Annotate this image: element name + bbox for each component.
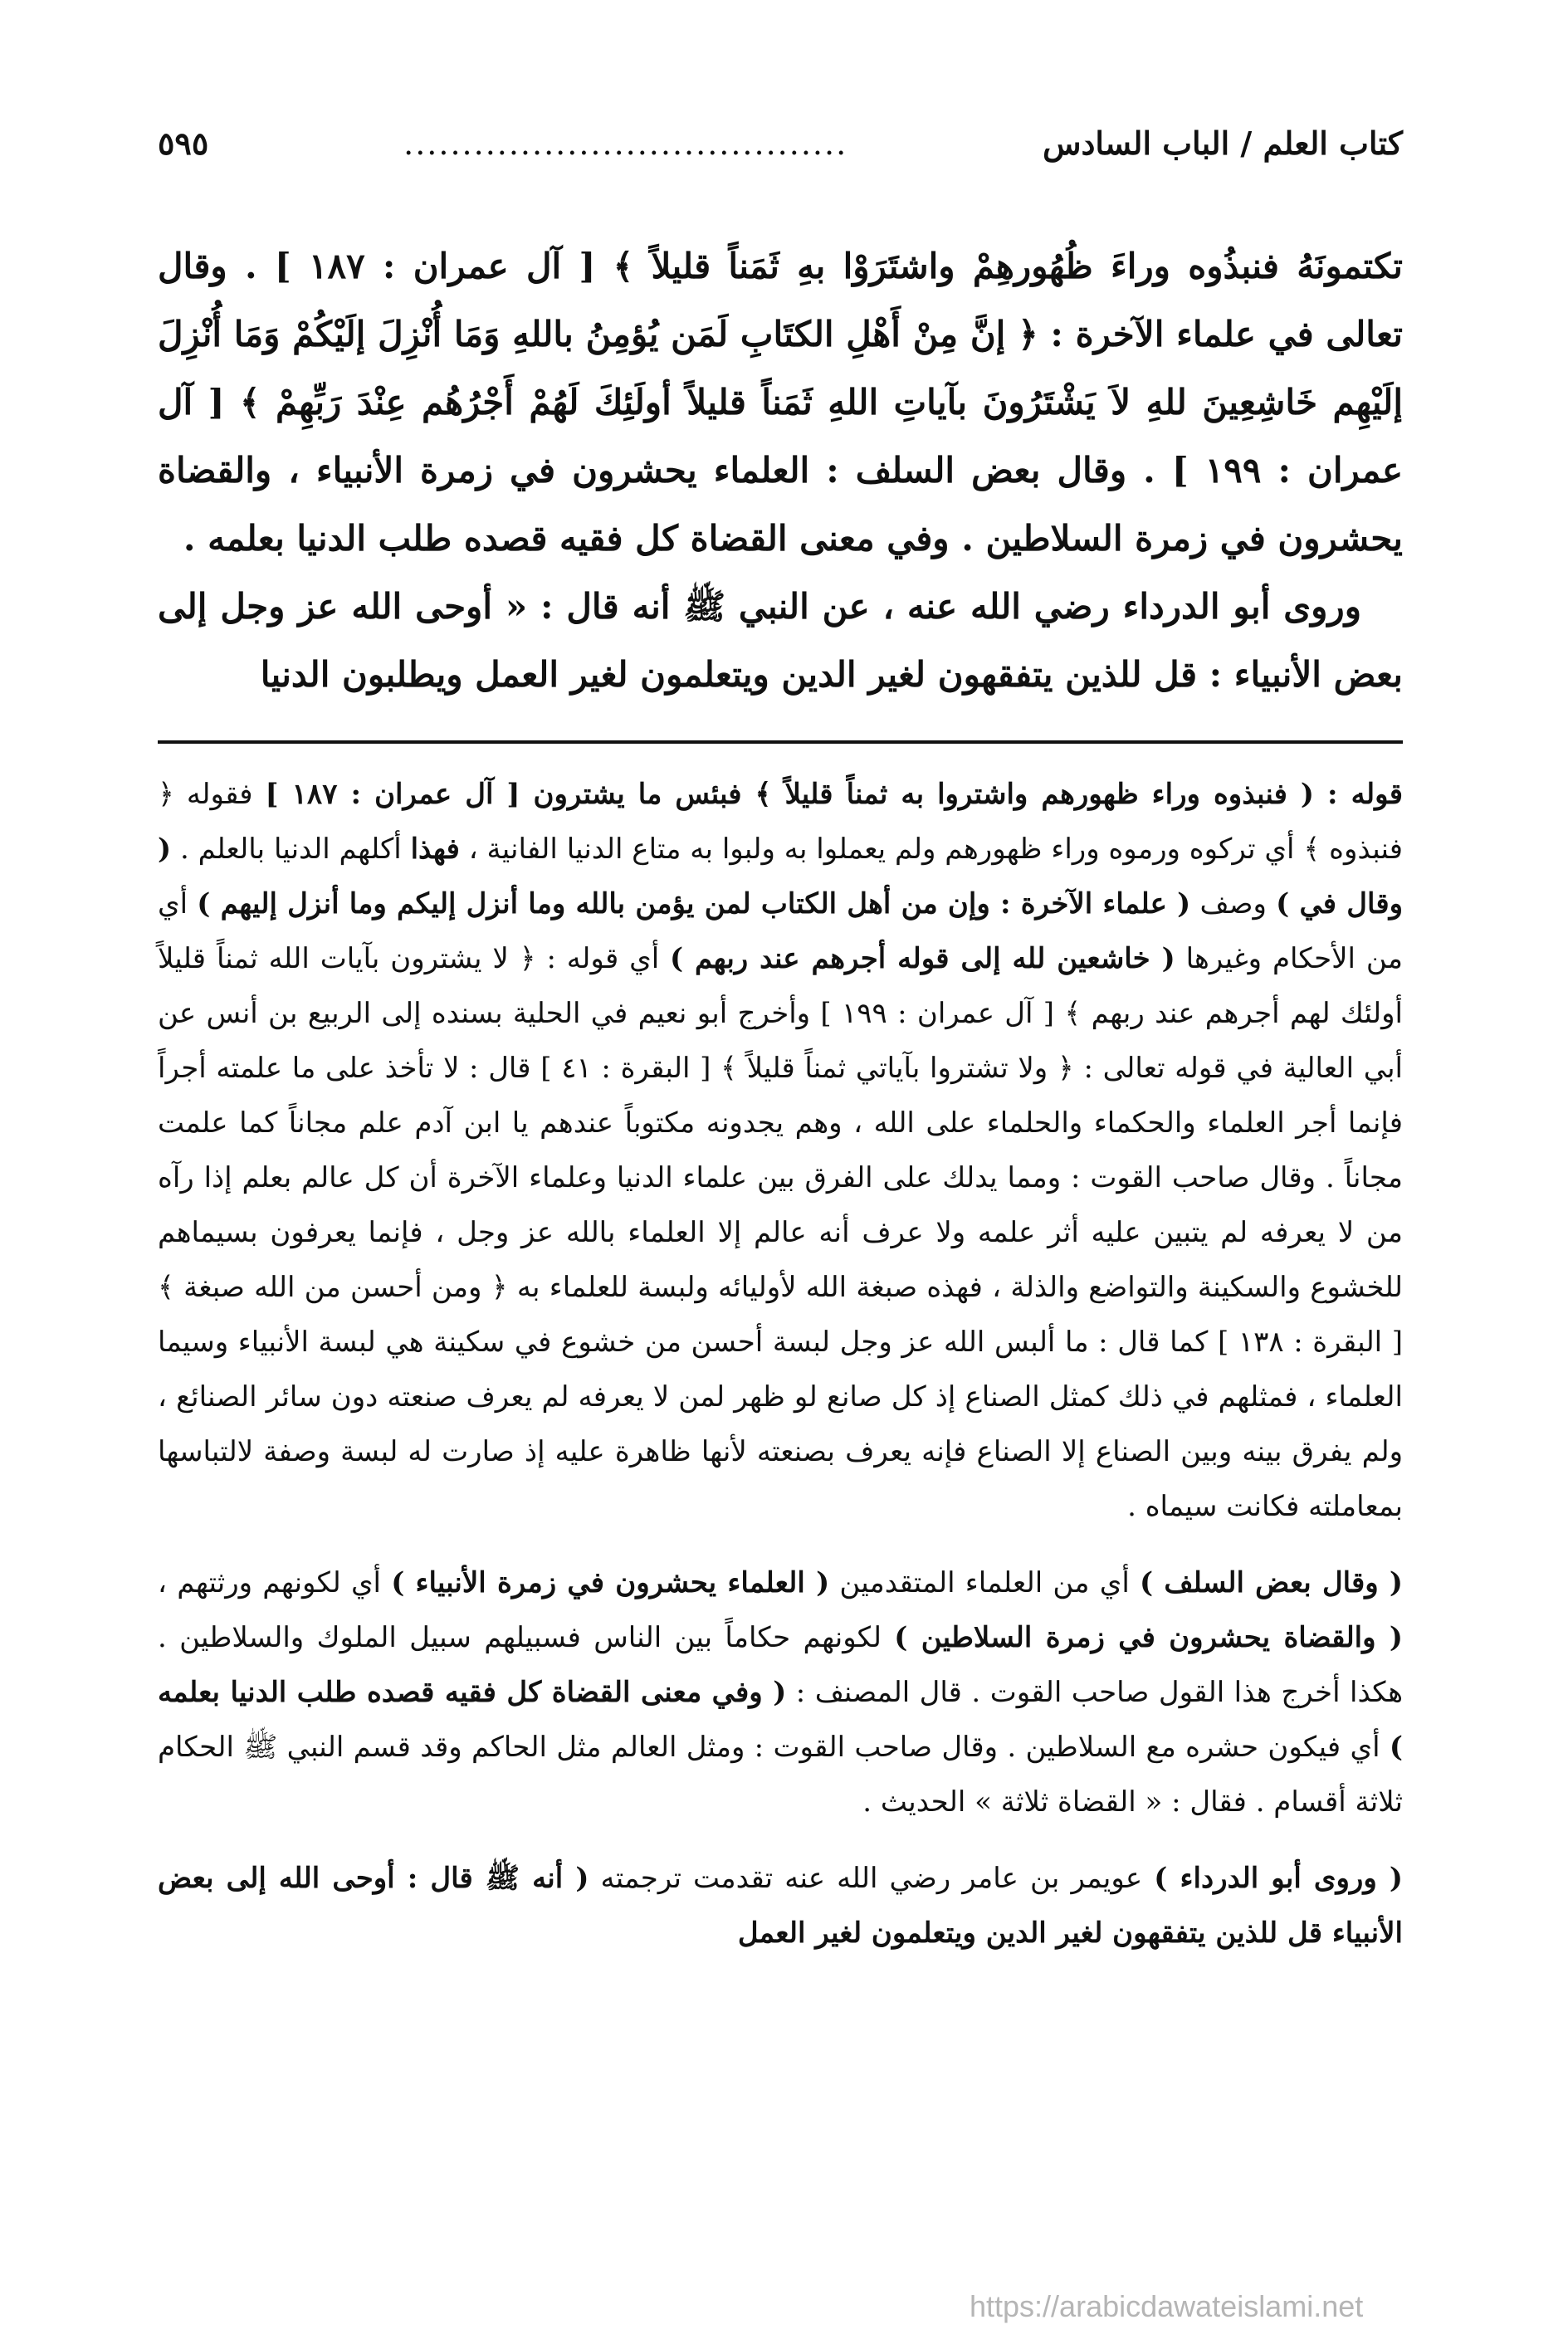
- explanation-text: فقوله ﴿ فنبذوه ﴾ أي تركوه ورموه وراء ظهورهم ولم يعملوا به ولبوا به متاع الدنيا الفانية ،: [158, 778, 1403, 866]
- commentary-paragraph-3: [158, 1851, 1403, 1961]
- explanation-text: أي من العلماء المتقدمين: [829, 1566, 1141, 1599]
- leader-dots: ......................................: [403, 125, 848, 162]
- quoted-text: ( علماء الآخرة : وإن من أهل الكتاب لمن يؤمن بالله وما أنزل إليكم وما أنزل إليهم ): [197, 887, 1191, 921]
- commentary-paragraph-1: [158, 767, 1403, 1534]
- quoted-text: ( العلماء يحشرون في زمرة الأنبياء ): [391, 1566, 830, 1599]
- quoted-text: ( وفي معنى القضاة كل فقيه قصده طلب الدنيا بعلمه ): [158, 1676, 1403, 1764]
- quoted-text: ( والقضاة يحشرون في زمرة السلاطين ): [894, 1621, 1403, 1654]
- quoted-text: ( خاشعين لله إلى قوله أجرهم عند ربهم ): [670, 942, 1175, 975]
- quoted-text: قوله : ( فنبذوه وراء ظهورهم واشتروا به ثمناً قليلاً ﴾ فبئس ما يشترون [ آل عمران : ١٨٧ ]: [265, 778, 1403, 811]
- book-page: [158, 125, 1403, 1961]
- quoted-text: ( وروى أبو الدرداء ): [1154, 1862, 1403, 1895]
- explanation-text: عويمر بن عامر رضي الله عنه تقدمت ترجمته: [589, 1862, 1155, 1895]
- main-paragraph-2: وروى أبو الدرداء رضي الله عنه ، عن النبي ﷺ أنه قال : « أوحى الله عز وجل إلى بعض الأنبياء : قل للذين يتفقهون لغير الدين ويتعلمون لغير العمل ويطلبون الدنيا: [158, 586, 1403, 695]
- quoted-text: ( وقال في ): [158, 833, 1403, 921]
- page-number: ٥٩٥: [158, 125, 209, 162]
- chapter-title: كتاب العلم / الباب السادس: [1043, 125, 1403, 162]
- explanation-text: أي قوله : ﴿ لا يشترون بآيات الله ثمناً قليلاً أولئك لهم أجرهم عند ربهم ﴾ [ آل عمران : ١٩٩ ] وأخرج أبو نعيم في الحلية بسنده إلى الربيع بن أنس عن أبي العالية في قوله تعالى : ﴿ ولا تشتروا بآياتي ثمناً قليلاً ﴾ [ البقرة : ٤١ ] قال : لا تأخذ على ما علمته أجراً فإنما أجر العلماء والحكماء والحلماء على الله ، وهم يجدونه مكتوباً عندهم يا ابن آدم علم مجاناً كما علمت مجاناً . وقال صاحب القوت : ومما يدلك على الفرق بين علماء الدنيا وعلماء الآخرة أن كل عالم بعلم إذا رآه من لا يعرفه لم يتبين عليه أثر علمه ولا عرف أنه عالم إلا العلماء بالله عز وجل ، فإنما يعرفون بسيماهم للخشوع والسكينة والتواضع والذلة ، فهذه صبغة الله لأوليائه ولبسة للعلماء به ﴿ ومن أحسن من الله صبغة ﴾ [ البقرة : ١٣٨ ] كما قال : ما ألبس الله عز وجل لبسة أحسن من خشوع في سكينة هي لبسة الأنبياء وسيما العلماء ، فمثلهم في ذلك كمثل الصناع إذ كل صانع لو ظهر لمن لا يعرفه لم يعرف صنعته دون سائر الصنائع ، ولم يفرق بينه وبين الصناع إلا الصناع فإنه يعرف بصنعته لأنها ظاهرة عليه إذ صارت له لبسة وصفة لالتباسها بمعاملته فكانت سيماه .: [158, 942, 1404, 1523]
- explanation-text: لكونهم حكاماً بين الناس فسبيلهم سبيل الملوك والسلاطين . هكذا أخرج هذا القول صاحب القوت . قال المصنف :: [158, 1621, 1403, 1709]
- explanation-text: وصف: [1190, 887, 1277, 921]
- quoted-text: فهذا: [410, 833, 460, 866]
- commentary-paragraph-2: [158, 1555, 1403, 1829]
- explanation-text: أي فيكون حشره مع السلاطين . وقال صاحب القوت : ومثل العالم مثل الحاكم وقد قسم النبي ﷺ الحكام ثلاثة أقسام . فقال : « القضاة ثلاثة » الحديث .: [158, 1731, 1403, 1819]
- explanation-text: أي لكونهم ورثتهم ،: [158, 1566, 392, 1599]
- explanation-text: أكلهم الدنيا بالعلم .: [171, 833, 411, 866]
- main-paragraph-1: تكتمونَهُ فنبذُوه وراءَ ظُهُورهِمْ واشتَرَوْا بهِ ثَمَناً قليلاً ﴾ [ آل عمران : ١٨٧ ] . وقال تعالى في علماء الآخرة : ﴿ إنَّ مِنْ أَهْلِ الكتَابِ لَمَن يُؤمِنُ باللهِ وَمَا أُنْزِلَ إلَيْكُمْ وَمَا أُنْزِلَ إلَيْهِم خَاشِعِينَ للهِ لاَ يَشْتَرُونَ بآياتِ اللهِ ثَمَناً قليلاً أولَئِكَ لَهُمْ أَجْرُهُم عِنْدَ رَبِّهِمْ ﴾ [ آل عمران : ١٩٩ ] . وقال بعض السلف : العلماء يحشرون في زمرة الأنبياء ، والقضاة يحشرون في زمرة السلاطين . وفي معنى القضاة كل فقيه قصده طلب الدنيا بعلمه .: [158, 246, 1403, 559]
- running-header: [158, 125, 1403, 174]
- main-text: [158, 232, 1403, 709]
- commentary: [158, 767, 1403, 1961]
- watermark-url: https://arabicdawateislami.net: [970, 2289, 1364, 2323]
- quoted-text: ( أنه ﷺ قال : أوحى الله إلى بعض الأنبياء قل للذين يتفقهون لغير الدين ويتعلمون لغير العمل: [158, 1862, 1403, 1950]
- separator-rule: [158, 740, 1403, 744]
- quoted-text: ( وقال بعض السلف ): [1140, 1566, 1404, 1599]
- explanation-text: أي من الأحكام وغيرها: [158, 887, 1403, 975]
